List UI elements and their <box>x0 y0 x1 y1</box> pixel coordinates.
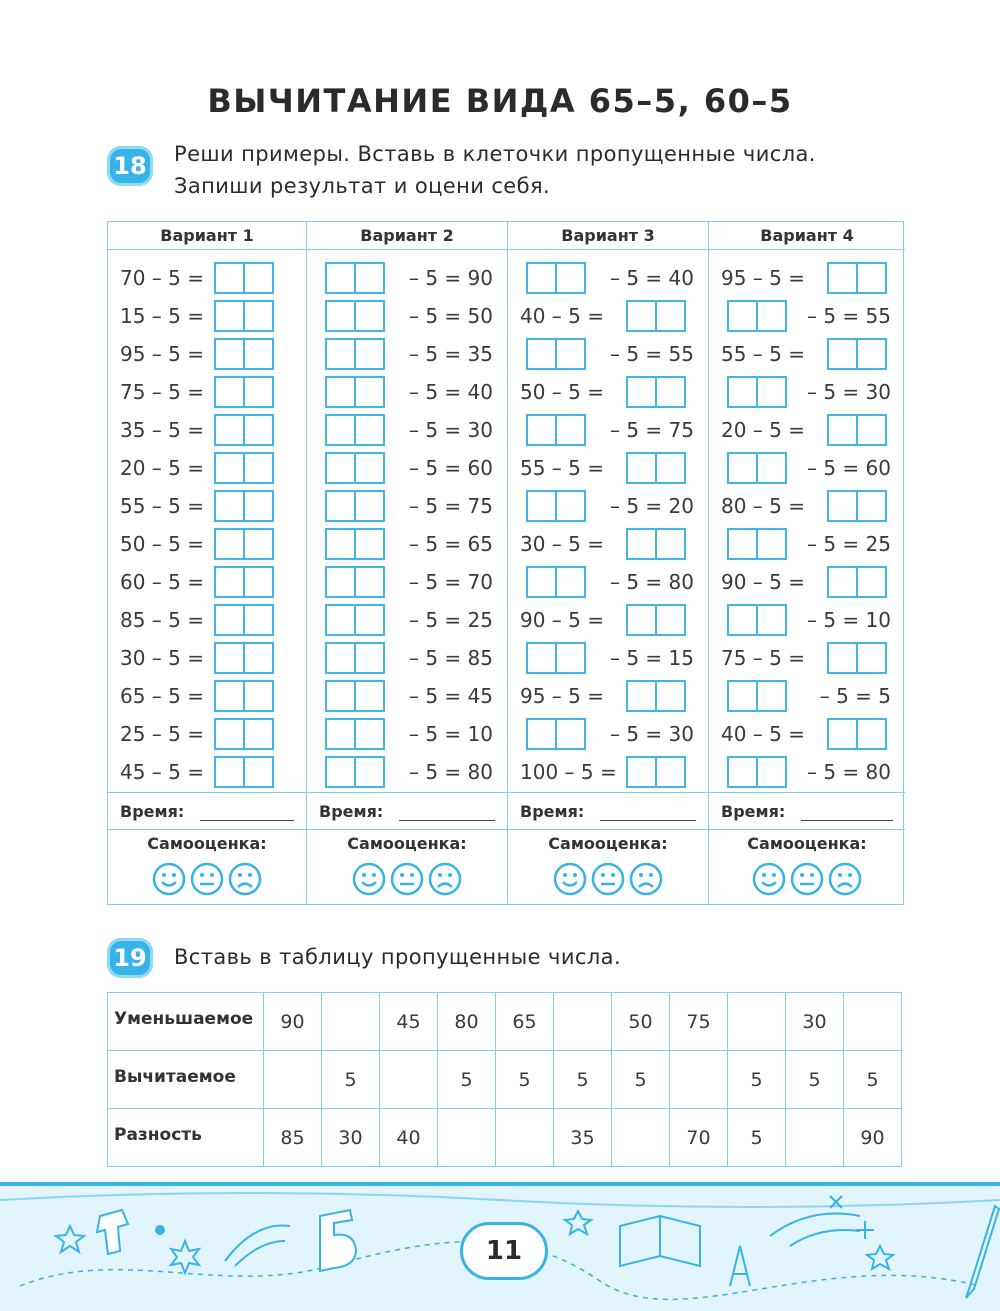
answer-box[interactable] <box>526 718 586 750</box>
answer-box[interactable] <box>325 300 385 332</box>
smile-face-icon[interactable] <box>152 862 186 896</box>
answer-box[interactable] <box>325 642 385 674</box>
answer-box[interactable] <box>727 452 787 484</box>
equation-row <box>108 259 306 297</box>
equation-text: 95 – 5 = <box>120 342 205 366</box>
equation-row <box>709 601 905 639</box>
equation-row <box>709 487 905 525</box>
equation-row <box>307 753 507 791</box>
equation-text: – 5 = 55 <box>609 342 694 366</box>
time-input-line[interactable] <box>801 820 893 821</box>
equation-row <box>307 677 507 715</box>
equation-row <box>508 677 708 715</box>
equation-text: 40 – 5 = <box>721 722 806 746</box>
table-cell: 5 <box>844 1051 902 1109</box>
sad-face-icon[interactable] <box>828 862 862 896</box>
equation-row <box>108 525 306 563</box>
table-cell: 5 <box>728 1109 786 1167</box>
answer-box[interactable] <box>727 528 787 560</box>
equation-text: 15 – 5 = <box>120 304 205 328</box>
neutral-face-icon[interactable] <box>390 862 424 896</box>
equation-row <box>307 563 507 601</box>
smile-face-icon[interactable] <box>752 862 786 896</box>
equation-text: 20 – 5 = <box>721 418 806 442</box>
self-assessment-label: Самооценка: <box>347 834 467 853</box>
smile-face-icon[interactable] <box>553 862 587 896</box>
equation-row <box>508 297 708 335</box>
table-cell: 65 <box>496 993 554 1051</box>
empty-cell[interactable] <box>264 1051 322 1109</box>
equation-text: – 5 = 60 <box>408 456 493 480</box>
exercise-grid <box>107 221 904 905</box>
equation-text: – 5 = 35 <box>408 342 493 366</box>
equation-row <box>307 297 507 335</box>
answer-box[interactable] <box>214 262 274 294</box>
equation-text: – 5 = 25 <box>806 532 891 556</box>
answer-box[interactable] <box>626 376 686 408</box>
equation-text: – 5 = 80 <box>806 760 891 784</box>
table-cell: 5 <box>728 1051 786 1109</box>
equation-text: – 5 = 30 <box>408 418 493 442</box>
equation-row <box>709 411 905 449</box>
answer-box[interactable] <box>325 566 385 598</box>
answer-box[interactable] <box>827 718 887 750</box>
equation-row <box>307 373 507 411</box>
answer-box[interactable] <box>214 718 274 750</box>
table-cell: 5 <box>612 1051 670 1109</box>
answer-box[interactable] <box>827 338 887 370</box>
answer-box[interactable] <box>214 376 274 408</box>
time-row <box>307 792 507 830</box>
equation-text: 95 – 5 = <box>721 266 806 290</box>
answer-box[interactable] <box>626 756 686 788</box>
variant-header: Вариант 3 <box>508 222 708 250</box>
self-assessment-label: Самооценка: <box>747 834 867 853</box>
answer-box[interactable] <box>526 642 586 674</box>
answer-box[interactable] <box>325 262 385 294</box>
empty-cell[interactable] <box>380 1051 438 1109</box>
answer-box[interactable] <box>325 604 385 636</box>
equation-row <box>108 487 306 525</box>
equation-text: 50 – 5 = <box>120 532 205 556</box>
time-label: Время: <box>319 802 384 821</box>
equation-text: 55 – 5 = <box>721 342 806 366</box>
equation-row <box>307 259 507 297</box>
time-input-line[interactable] <box>399 820 495 821</box>
answer-box[interactable] <box>827 490 887 522</box>
self-assessment-label: Самооценка: <box>147 834 267 853</box>
empty-cell[interactable] <box>786 1109 844 1167</box>
answer-box[interactable] <box>526 262 586 294</box>
empty-cell[interactable] <box>728 993 786 1051</box>
equation-row <box>307 411 507 449</box>
equation-row <box>508 335 708 373</box>
equation-text: – 5 = 5 <box>819 684 891 708</box>
equation-row <box>508 449 708 487</box>
equation-text: 50 – 5 = <box>520 380 605 404</box>
equation-text: 20 – 5 = <box>120 456 205 480</box>
table-cell: 30 <box>786 993 844 1051</box>
equation-text: 75 – 5 = <box>120 380 205 404</box>
equation-row <box>307 449 507 487</box>
equation-row <box>108 297 306 335</box>
equation-row <box>709 525 905 563</box>
neutral-face-icon[interactable] <box>591 862 625 896</box>
variant-4-column <box>709 222 905 904</box>
answer-box[interactable] <box>827 262 887 294</box>
smile-face-icon[interactable] <box>352 862 386 896</box>
table-cell: 45 <box>380 993 438 1051</box>
sad-face-icon[interactable] <box>428 862 462 896</box>
answer-box[interactable] <box>325 528 385 560</box>
time-input-line[interactable] <box>600 820 696 821</box>
neutral-face-icon[interactable] <box>790 862 824 896</box>
self-assessment-faces <box>108 862 306 896</box>
equation-text: 80 – 5 = <box>721 494 806 518</box>
answer-box[interactable] <box>827 566 887 598</box>
empty-cell[interactable] <box>496 1109 554 1167</box>
equation-text: – 5 = 85 <box>408 646 493 670</box>
equation-row <box>709 373 905 411</box>
table-cell: 75 <box>670 993 728 1051</box>
time-label: Время: <box>120 802 185 821</box>
time-row <box>108 792 306 830</box>
equation-text: – 5 = 40 <box>408 380 493 404</box>
equation-text: 100 – 5 = <box>520 760 617 784</box>
equation-text: – 5 = 10 <box>408 722 493 746</box>
equation-text: – 5 = 30 <box>806 380 891 404</box>
row-label: Уменьшаемое <box>108 993 264 1051</box>
equation-row <box>307 639 507 677</box>
answer-box[interactable] <box>214 604 274 636</box>
empty-cell[interactable] <box>438 1109 496 1167</box>
equation-row <box>709 677 905 715</box>
variant-header: Вариант 1 <box>108 222 306 250</box>
empty-cell[interactable] <box>670 1051 728 1109</box>
equation-row <box>508 411 708 449</box>
row-label: Разность <box>108 1109 264 1167</box>
answer-box[interactable] <box>526 566 586 598</box>
answer-box[interactable] <box>626 300 686 332</box>
page-title: ВЫЧИТАНИЕ ВИДА 65–5, 60–5 <box>207 82 793 120</box>
equation-row <box>108 411 306 449</box>
equation-row <box>108 449 306 487</box>
answer-box[interactable] <box>727 680 787 712</box>
equation-row <box>108 715 306 753</box>
equation-text: – 5 = 65 <box>408 532 493 556</box>
task-18-line-2: Запиши результат и оцени себя. <box>174 174 551 198</box>
equation-list <box>108 250 306 792</box>
equation-row <box>108 335 306 373</box>
variant-header: Вариант 4 <box>709 222 905 250</box>
equation-row <box>709 753 905 791</box>
answer-box[interactable] <box>626 680 686 712</box>
self-assessment-faces <box>709 862 905 896</box>
equation-row <box>508 563 708 601</box>
empty-cell[interactable] <box>322 993 380 1051</box>
sad-face-icon[interactable] <box>629 862 663 896</box>
equation-text: – 5 = 45 <box>408 684 493 708</box>
answer-box[interactable] <box>325 376 385 408</box>
equation-text: – 5 = 40 <box>609 266 694 290</box>
time-label: Время: <box>721 802 786 821</box>
answer-box[interactable] <box>214 528 274 560</box>
equation-row <box>709 335 905 373</box>
table-cell: 90 <box>264 993 322 1051</box>
equation-text: – 5 = 80 <box>408 760 493 784</box>
task-18-badge: 18 <box>107 146 153 186</box>
answer-box[interactable] <box>727 300 787 332</box>
table-cell: 90 <box>844 1109 902 1167</box>
table-cell: 85 <box>264 1109 322 1167</box>
variant-1-column <box>108 222 307 904</box>
answer-box[interactable] <box>827 414 887 446</box>
empty-cell[interactable] <box>612 1109 670 1167</box>
equation-text: – 5 = 75 <box>609 418 694 442</box>
neutral-face-icon[interactable] <box>190 862 224 896</box>
equation-row <box>709 715 905 753</box>
equation-text: 90 – 5 = <box>721 570 806 594</box>
task-19-badge: 19 <box>107 938 153 978</box>
self-assessment-label: Самооценка: <box>548 834 668 853</box>
table-cell: 5 <box>554 1051 612 1109</box>
equation-row <box>508 373 708 411</box>
answer-box[interactable] <box>214 642 274 674</box>
self-assessment-faces <box>508 862 708 896</box>
equation-text: – 5 = 75 <box>408 494 493 518</box>
equation-row <box>108 373 306 411</box>
answer-box[interactable] <box>325 452 385 484</box>
equation-row <box>508 753 708 791</box>
table-cell: 40 <box>380 1109 438 1167</box>
task-18-line-1: Реши примеры. Вставь в клеточки пропущенные числа. <box>174 142 816 166</box>
equation-row <box>508 487 708 525</box>
page-number: 11 <box>460 1222 548 1280</box>
equation-list <box>709 250 905 792</box>
equation-row <box>508 715 708 753</box>
table-cell: 5 <box>322 1051 380 1109</box>
answer-box[interactable] <box>727 604 787 636</box>
answer-box[interactable] <box>526 414 586 446</box>
equation-text: – 5 = 10 <box>806 608 891 632</box>
equation-text: – 5 = 50 <box>408 304 493 328</box>
table-cell: 30 <box>322 1109 380 1167</box>
answer-box[interactable] <box>214 338 274 370</box>
variant-3-column <box>508 222 709 904</box>
equation-row <box>508 259 708 297</box>
equation-row <box>108 639 306 677</box>
equation-row <box>709 639 905 677</box>
variant-header: Вариант 2 <box>307 222 507 250</box>
answer-box[interactable] <box>727 756 787 788</box>
equation-text: 30 – 5 = <box>120 646 205 670</box>
answer-box[interactable] <box>727 376 787 408</box>
equation-row <box>508 525 708 563</box>
table-cell: 50 <box>612 993 670 1051</box>
answer-box[interactable] <box>626 452 686 484</box>
empty-cell[interactable] <box>554 993 612 1051</box>
equation-row <box>307 525 507 563</box>
equation-text: – 5 = 25 <box>408 608 493 632</box>
task-18-instructions <box>174 138 816 202</box>
equation-row <box>108 563 306 601</box>
equation-text: 65 – 5 = <box>120 684 205 708</box>
equation-row <box>108 753 306 791</box>
answer-box[interactable] <box>626 604 686 636</box>
answer-box[interactable] <box>325 718 385 750</box>
equation-row <box>108 601 306 639</box>
answer-box[interactable] <box>325 338 385 370</box>
answer-box[interactable] <box>214 490 274 522</box>
equation-text: 90 – 5 = <box>520 608 605 632</box>
equation-row <box>709 297 905 335</box>
table-row <box>108 1051 902 1109</box>
equation-text: – 5 = 55 <box>806 304 891 328</box>
answer-box[interactable] <box>214 680 274 712</box>
answer-box[interactable] <box>214 566 274 598</box>
answer-box[interactable] <box>325 680 385 712</box>
time-label: Время: <box>520 802 585 821</box>
equation-row <box>307 715 507 753</box>
table-cell: 5 <box>786 1051 844 1109</box>
table-cell: 70 <box>670 1109 728 1167</box>
answer-box[interactable] <box>626 528 686 560</box>
row-label: Вычитаемое <box>108 1051 264 1109</box>
time-input-line[interactable] <box>200 820 294 821</box>
self-assessment-faces <box>307 862 507 896</box>
equation-text: 40 – 5 = <box>520 304 605 328</box>
equation-text: 75 – 5 = <box>721 646 806 670</box>
equation-text: 45 – 5 = <box>120 760 205 784</box>
answer-box[interactable] <box>214 452 274 484</box>
time-row <box>508 792 708 830</box>
equation-row <box>508 601 708 639</box>
answer-box[interactable] <box>325 756 385 788</box>
equation-text: – 5 = 60 <box>806 456 891 480</box>
equation-text: 95 – 5 = <box>520 684 605 708</box>
equation-row <box>307 601 507 639</box>
equation-text: 60 – 5 = <box>120 570 205 594</box>
answer-box[interactable] <box>214 414 274 446</box>
answer-box[interactable] <box>214 300 274 332</box>
equation-text: 30 – 5 = <box>520 532 605 556</box>
answer-box[interactable] <box>325 490 385 522</box>
equation-text: – 5 = 30 <box>609 722 694 746</box>
table-row <box>108 1109 902 1167</box>
equation-text: 85 – 5 = <box>120 608 205 632</box>
equation-row <box>709 449 905 487</box>
time-row <box>709 792 905 830</box>
equation-list <box>307 250 507 792</box>
table-cell: 35 <box>554 1109 612 1167</box>
table-cell: 5 <box>438 1051 496 1109</box>
equation-text: – 5 = 15 <box>609 646 694 670</box>
table-row <box>108 993 902 1051</box>
equation-row <box>709 563 905 601</box>
answer-box[interactable] <box>325 414 385 446</box>
equation-text: 25 – 5 = <box>120 722 205 746</box>
answer-box[interactable] <box>526 338 586 370</box>
answer-box[interactable] <box>827 642 887 674</box>
empty-cell[interactable] <box>844 993 902 1051</box>
equation-list <box>508 250 708 792</box>
sad-face-icon[interactable] <box>228 862 262 896</box>
equation-row <box>508 639 708 677</box>
equation-text: 55 – 5 = <box>520 456 605 480</box>
variant-2-column <box>307 222 508 904</box>
equation-text: 35 – 5 = <box>120 418 205 442</box>
subtraction-table <box>107 992 902 1167</box>
equation-row <box>709 259 905 297</box>
equation-row <box>108 677 306 715</box>
equation-text: 55 – 5 = <box>120 494 205 518</box>
equation-row <box>307 487 507 525</box>
table-cell: 80 <box>438 993 496 1051</box>
table-cell: 5 <box>496 1051 554 1109</box>
equation-text: – 5 = 20 <box>609 494 694 518</box>
equation-text: 70 – 5 = <box>120 266 205 290</box>
answer-box[interactable] <box>526 490 586 522</box>
equation-text: – 5 = 90 <box>408 266 493 290</box>
task-19-instructions: Вставь в таблицу пропущенные числа. <box>174 945 622 969</box>
answer-box[interactable] <box>214 756 274 788</box>
equation-row <box>307 335 507 373</box>
equation-text: – 5 = 80 <box>609 570 694 594</box>
equation-text: – 5 = 70 <box>408 570 493 594</box>
